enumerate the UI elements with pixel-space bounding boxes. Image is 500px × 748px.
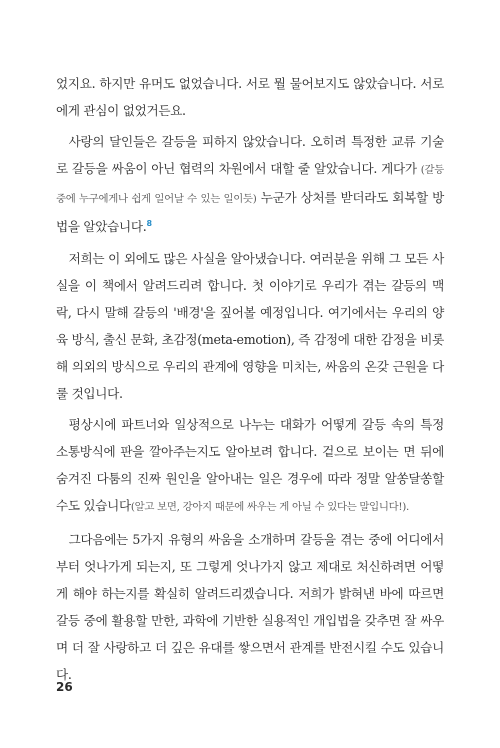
paragraph-2 (56, 128, 444, 240)
paragraph-3: 저희는 이 외에도 많은 사실을 알아냈습니다. 여러분을 위해 그 모든 사실을 이 책에서 알려드리려 합니다. 첫 이야기로 우리가 겪는 갈등의 맥락, 다시 말해 갈등의 '배경'을 짚어볼 예정입니다. 여기에서는 우리의 양육 방식, 출신 문화, 초감정(meta-emotion), 즉 감정에 대한 감정을 비롯해 의외의 방식으로 우리의 관계에 영향을 미치는, 싸움의 온갖 근원을 다룰 것입니다. (56, 250, 444, 402)
paragraph-4 (56, 411, 444, 521)
paragraph-2-text-a: 사랑의 달인들은 갈등을 피하지 않았습니다. 오히려 특정한 교류 기술로 갈등을 싸움이 아닌 협력의 차원에서 대할 줄 알았습니다. 게다가 (56, 134, 444, 177)
paragraph-1: 었지요. 하지만 유머도 없었습니다. 서로 뭘 물어보지도 않았습니다. 서로에게 관심이 없었거든요. (56, 76, 444, 119)
paragraph-4-text-a: 평상시에 파트너와 일상적으로 나누는 대화가 어떻게 갈등 속의 특정 소통방식에 판을 깔아주는지도 알아보려 합니다. 겉으로 보이는 면 뒤에 숨겨진 다툼의 진짜 원인을 알아내는 일은 경우에 따라 정말 알쏭달쏭할 수도 있습니다 (56, 417, 444, 514)
paragraph-4-aside: (알고 보면, 강아지 때문에 싸우는 게 아닐 수 있다는 말입니다!). (130, 501, 410, 514)
paragraph-2-aside: (갈등 중에 누구에게나 쉽게 일어날 수 있는 일이듯) (56, 164, 444, 206)
page-number: 26 (56, 680, 73, 694)
paragraph-5: 그다음에는 5가지 유형의 싸움을 소개하며 갈등을 겪는 중에 어디에서부터 엇나가게 되는지, 또 그렇게 엇나가지 않고 제대로 처신하려면 어떻게 해야 하는지를 확실히 알려드리겠습니다. 저희가 밝혀낸 바에 따르면 갈등 중에 활용할 만한, 과학에 기반한 실용적인 개입법을 갖추면 잘 싸우며 더 잘 사랑하고 더 깊은 유대를 쌓으면서 관계를 반전시킬 수도 있습니다. (56, 531, 444, 682)
footnote-marker[interactable]: 8 (146, 219, 152, 229)
body-text (56, 70, 444, 692)
paragraph-2-text-b: 누군가 상처를 받더라도 회복할 방법을 알았습니다. (56, 190, 445, 235)
